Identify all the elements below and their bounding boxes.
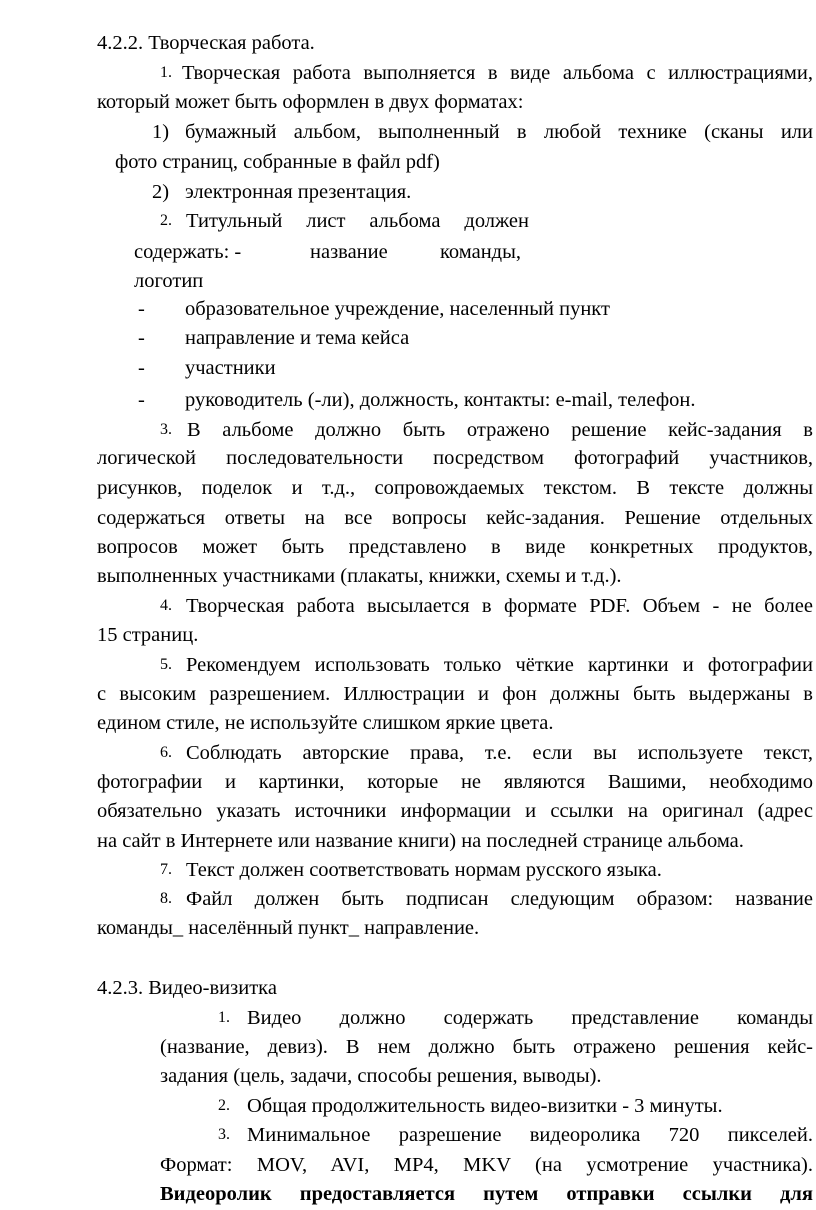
list-number: 8.: [160, 890, 172, 907]
paragraph-line: содержать: -: [134, 241, 242, 263]
list-number: 6.: [160, 744, 172, 761]
paragraph-line: с высоким разрешением. Иллюстрации и фон должны быть выдержаны в: [97, 683, 813, 705]
list-number: 2.: [218, 1097, 230, 1114]
paragraph-line: Видео должно содержать представление команды: [247, 1007, 813, 1029]
paragraph-line: команды_ населённый пункт_ направление.: [97, 917, 480, 939]
paragraph-line: Файл должен быть подписан следующим образом: название: [186, 888, 813, 910]
paragraph-line: команды,: [440, 241, 522, 263]
paragraph-line: Формат: MOV, AVI, MP4, MKV (на усмотрение участника).: [160, 1154, 813, 1176]
paragraph-line: бумажный альбом, выполненный в любой технике (сканы или: [185, 121, 813, 143]
paragraph-line: фотографии и картинки, которые не являются Вашими, необходимо: [97, 771, 813, 793]
paragraph-line: фото страниц, собранные в файл pdf): [115, 151, 440, 173]
paragraph-line: который может быть оформлен в двух форматах:: [97, 91, 524, 113]
paragraph-line: Текст должен соответствовать нормам русского языка.: [186, 859, 662, 881]
paragraph-line: название: [310, 241, 388, 263]
paragraph-line: задания (цель, задачи, способы решения, выводы).: [160, 1065, 602, 1087]
list-item: руководитель (-ли), должность, контакты: e-mail, телефон.: [185, 389, 696, 411]
paragraph-line: В альбоме должно быть отражено решение кейс-задания в: [187, 419, 813, 441]
paragraph-line: Видеоролик предоставляется путем отправки ссылки для: [160, 1183, 813, 1205]
paragraph-line: логической последовательности посредством фотографий участников,: [97, 447, 813, 469]
paragraph-line: Минимальное разрешение видеоролика 720 пикселей.: [247, 1124, 813, 1146]
list-number: 1.: [218, 1009, 230, 1026]
list-item: направление и тема кейса: [185, 327, 410, 349]
paragraph-line: Творческая работа выполняется в виде альбома с иллюстрациями,: [182, 62, 813, 84]
paragraph-line: 15 страниц.: [97, 624, 199, 646]
list-number: 3.: [218, 1126, 230, 1143]
list-number: 7.: [160, 861, 172, 878]
paragraph-line: выполненных участниками (плакаты, книжки, схемы и т.д.).: [97, 565, 622, 587]
list-number: 4.: [160, 597, 172, 614]
section-heading-4-2-3: 4.2.3. Видео-визитка: [97, 977, 277, 999]
paragraph-line: Титульный лист альбома должен: [186, 210, 529, 232]
list-number: 5.: [160, 656, 172, 673]
list-item: участники: [185, 357, 276, 379]
paragraph-line: логотип: [134, 270, 204, 292]
list-number: 2): [152, 181, 170, 203]
list-number: 3.: [160, 421, 172, 438]
paragraph-line: Творческая работа высылается в формате PDF. Объем - не более: [186, 595, 813, 617]
paragraph-line: едином стиле, не используйте слишком яркие цвета.: [97, 712, 554, 734]
paragraph-line: (название, девиз). В нем должно быть отражено решения кейс-: [160, 1036, 813, 1058]
dash-bullet: -: [138, 327, 145, 349]
paragraph-line: Рекомендуем использовать только чёткие картинки и фотографии: [186, 654, 813, 676]
list-item: образовательное учреждение, населенный пункт: [185, 298, 610, 320]
paragraph-line: Общая продолжительность видео-визитки - 3 минуты.: [247, 1095, 723, 1117]
paragraph-line: рисунков, поделок и т.д., сопровождаемых текстом. В тексте должны: [97, 477, 813, 499]
list-number: 1): [152, 121, 170, 143]
paragraph-line: содержаться ответы на все вопросы кейс-задания. Решение отдельных: [97, 507, 813, 529]
paragraph-line: электронная презентация.: [185, 181, 412, 203]
list-number: 2.: [160, 212, 172, 229]
list-number: 1.: [160, 64, 172, 81]
dash-bullet: -: [138, 389, 145, 411]
dash-bullet: -: [138, 357, 145, 379]
paragraph-line: Соблюдать авторские права, т.е. если вы используете текст,: [186, 742, 813, 764]
paragraph-line: вопросов может быть представлено в виде конкретных продуктов,: [97, 536, 813, 558]
paragraph-line: обязательно указать источники информации и ссылки на оригинал (адрес: [97, 800, 813, 822]
dash-bullet: -: [138, 298, 145, 320]
paragraph-line: на сайт в Интернете или название книги) на последней странице альбома.: [97, 830, 744, 852]
section-heading-4-2-2: 4.2.2. Творческая работа.: [97, 32, 315, 54]
